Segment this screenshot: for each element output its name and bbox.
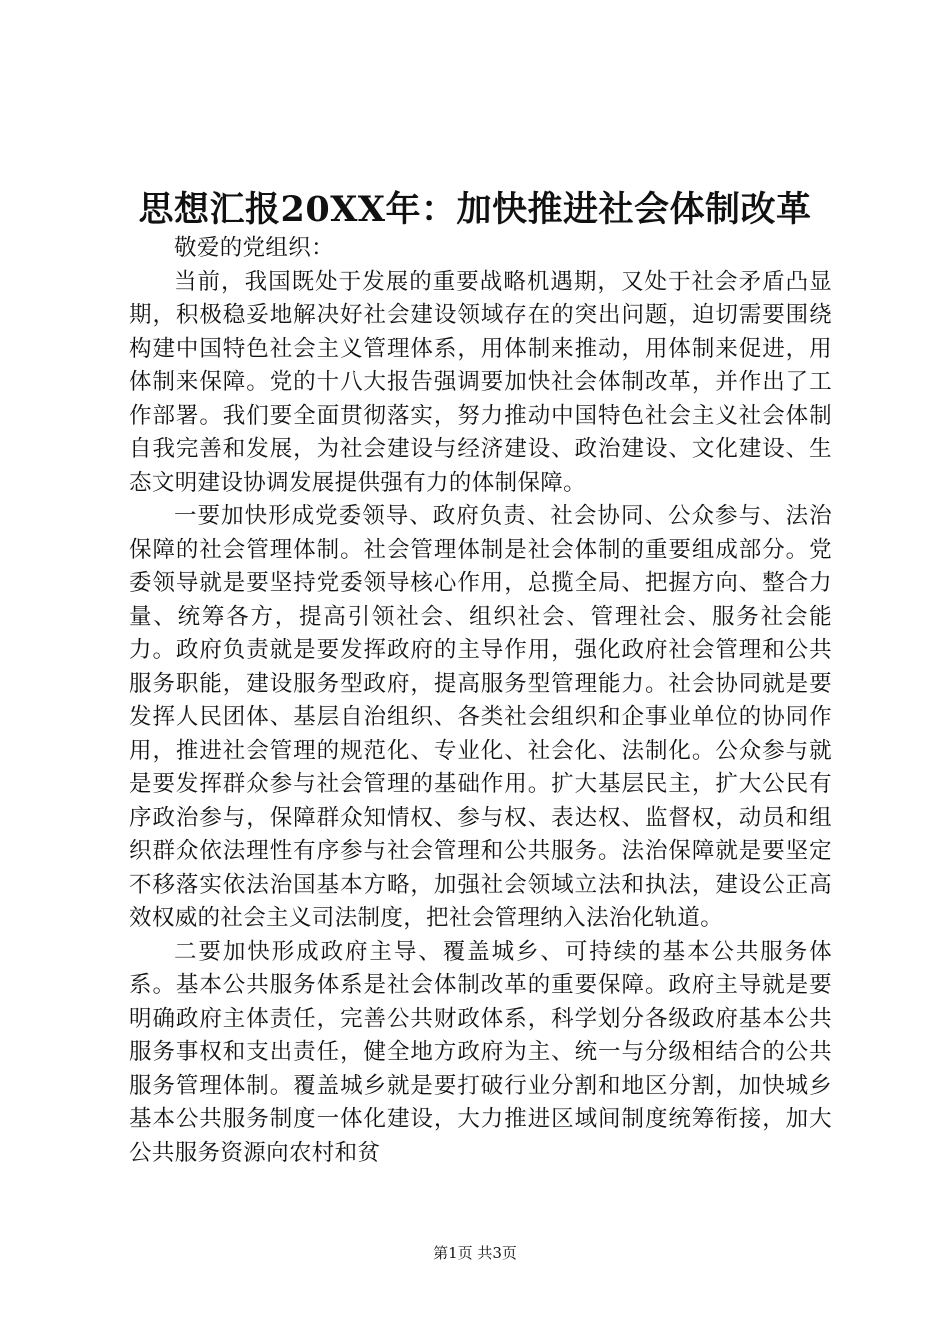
document-body <box>129 232 832 1170</box>
paragraph-first-point: 一要加快形成党委领导、政府负责、社会协同、公众参与、法治保障的社会管理体制。社会管理体制是社会体制的重要组成部分。党委领导就是要坚持党委领导核心作用，总揽全局、把握方向、整合力量、统筹各方，提高引领社会、组织社会、管理社会、服务社会能力。政府负责就是要发挥政府的主导作用，强化政府社会管理和公共服务职能，建设服务型政府，提高服务型管理能力。社会协同就是要发挥人民团体、基层自治组织、各类社会组织和企事业单位的协同作用，推进社会管理的规范化、专业化、社会化、法制化。公众参与就是要发挥群众参与社会管理的基础作用。扩大基层民主，扩大公民有序政治参与，保障群众知情权、参与权、表达权、监督权，动员和组织群众依法理性有序参与社会管理和公共服务。法治保障就是要坚定不移落实依法治国基本方略，加强社会领域立法和执法，建设公正高效权威的社会主义司法制度，把社会管理纳入法治化轨道。 <box>129 503 832 931</box>
paragraph-second-point: 二要加快形成政府主导、覆盖城乡、可持续的基本公共服务体系。基本公共服务体系是社会体制改革的重要保障。政府主导就是要明确政府主体责任，完善公共财政体系，科学划分各级政府基本公共服务事权和支出责任，健全地方政府为主、统一与分级相结合的公共服务管理体制。覆盖城乡就是要打破行业分割和地区分割，加快城乡基本公共服务制度一体化建设，大力推进区域间制度统筹衔接，加大公共服务资源向农村和贫 <box>129 938 832 1166</box>
paragraph-intro: 当前，我国既处于发展的重要战略机遇期，又处于社会矛盾凸显期，积极稳妥地解决好社会建设领域存在的突出问题，迫切需要围绕构建中国特色社会主义管理体系，用体制来推动，用体制来促进，用体制来保障。党的十八大报告强调要加快社会体制改革，并作出了工作部署。我们要全面贯彻落实，努力推动中国特色社会主义社会体制自我完善和发展，为社会建设与经济建设、政治建设、文化建设、生态文明建设协调发展提供强有力的体制保障。 <box>129 268 832 496</box>
document-title: 思想汇报20XX年：加快推进社会体制改革 <box>138 189 812 230</box>
page-footer: 第1页 共3页 <box>433 1244 517 1262</box>
salutation: 敬爱的党组织： <box>174 235 334 261</box>
